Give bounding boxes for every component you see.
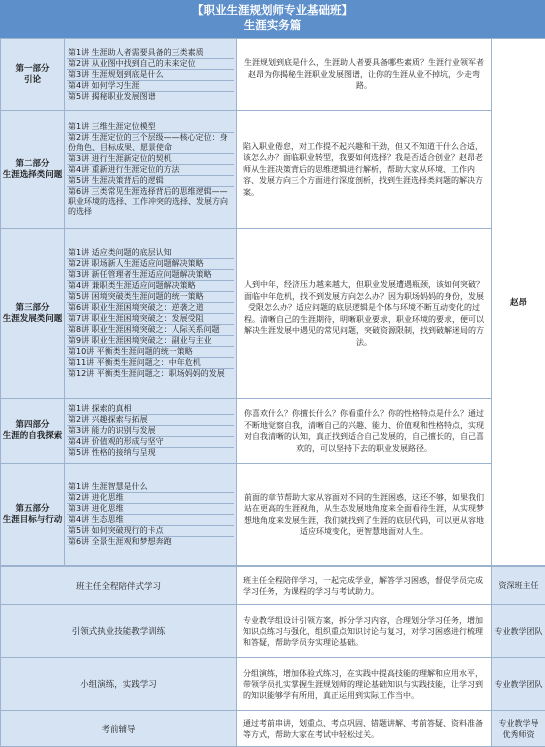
lesson-item: 第4讲 生态思维 <box>67 515 234 526</box>
part-number: 第四部分 <box>1 420 64 431</box>
part-development-row <box>1 229 545 399</box>
lesson-item: 第4讲 兼职类生涯适应问题解决策略 <box>67 281 234 292</box>
part-name: 生涯目标与行动 <box>1 515 64 526</box>
part-number: 第五部分 <box>1 504 64 515</box>
part-title <box>1 399 65 464</box>
lesson-item: 第1讲 三维生涯定位模型 <box>67 122 234 133</box>
service-description: 班主任全程陪伴学习，一起完成学业，解答学习困惑，督促学员完成学习任务，为课程的学习与考试助力。 <box>237 567 492 605</box>
part-choice-row <box>1 111 545 229</box>
service-exam-tutoring-row <box>1 711 545 747</box>
service-mode: 班主任全程陪伴式学习 <box>1 567 237 605</box>
course-title: 【职业生涯规划师专业基础班】 <box>0 3 545 18</box>
lesson-item: 第9讲 职业生涯困境突破之：副业与主业 <box>67 336 234 347</box>
lesson-item: 第2讲 从业图中找到自己的未来定位 <box>67 59 234 70</box>
service-homeroom-row <box>1 567 545 605</box>
lesson-item: 第2讲 兴趣探索与拓展 <box>67 415 234 426</box>
service-role: 专业教学团队 <box>492 658 545 711</box>
service-mode: 考前辅导 <box>1 711 237 747</box>
lesson-item: 第5讲 如何突破现行的卡点 <box>67 526 234 537</box>
course-subtitle: 生涯实务篇 <box>0 18 545 33</box>
part-number: 第三部分 <box>1 303 64 314</box>
lesson-item: 第5讲 揭秘职业发展图谱 <box>67 92 234 102</box>
part-title <box>1 464 65 566</box>
lesson-item: 第4讲 重新进行生涯定位的方法 <box>67 165 234 176</box>
service-role: 资深班主任 <box>492 567 545 605</box>
lesson-list <box>65 229 237 399</box>
lesson-list <box>65 464 237 566</box>
part-title <box>1 111 65 229</box>
lesson-item: 第1讲 生涯助人者需要具备的三类素质 <box>67 48 234 59</box>
part-number: 第一部分 <box>1 64 64 75</box>
lesson-item: 第1讲 生涯智慧是什么 <box>67 482 234 493</box>
part-title <box>1 229 65 399</box>
part-intro-row <box>1 39 545 111</box>
service-description: 分组演练，增加体验式练习，在实践中提高技能的理解和应用水平，带领学员扎实掌握生涯规划师的理论基础知识与实践技能，让学习到的知识能够学有所用，真正运用到实际工作当中。 <box>237 658 492 711</box>
part-description: 你喜欢什么？你擅长什么？你看重什么？你的性格特点是什么？通过不断地觉察自我，清晰自己的兴趣、能力、价值观和性格特点，实现对自我清晰的认知，真正找到适合自己发展的，自己擅长的，自己喜欢的，可以坚持下去的职业发展路径。 <box>237 399 492 464</box>
lesson-item: 第6讲 全景生涯观和梦想奔跑 <box>67 537 234 547</box>
lesson-item: 第2讲 进化思维 <box>67 493 234 504</box>
lesson-item: 第12讲 平衡类生涯问题之：职场妈妈的发展 <box>67 369 234 379</box>
part-description: 生涯规划到底是什么，生涯助人者要具备哪些素质？生涯行业领军者赵昂为你揭秘生涯职业发展图谱，让你的生涯从业不掉坑，少走弯路。 <box>237 39 492 111</box>
service-guided-training-row <box>1 605 545 658</box>
part-goals-action-row <box>1 464 545 566</box>
lesson-item: 第4讲 如何学习生涯 <box>67 81 234 92</box>
part-self-exploration-row <box>1 399 545 464</box>
lesson-item: 第6讲 三类常见生涯选择背后的思维逻辑——职业环境的选择、工作冲突的选择、发展方向的选择 <box>67 187 234 217</box>
lesson-item: 第2讲 职场新人生涯适应问题解决策略 <box>67 259 234 270</box>
service-description: 专业教学组设计引领方案，拆分学习内容，合理划分学习任务，增加知识点练习与强化，组织重点知识讨论与复习，对学习困惑进行梳理和答疑，帮助学员夯实理论基础。 <box>237 605 492 658</box>
lesson-item: 第1讲 探索的真相 <box>67 404 234 415</box>
part-description: 陷入职业倦怠，对工作提不起兴趣和干劲，但又不知道干什么合适，该怎么办？面临职业转型，我要如何选择？我是否适合创业？赵昂老师从生涯决策背后的思维逻辑进行解析，帮助大家从环境、工作内容、发展方向三个方面进行深度剖析，找到生涯选择类问题的解决方案。 <box>237 111 492 229</box>
part-name: 生涯的自我探索 <box>1 431 64 442</box>
lesson-item: 第11讲 平衡类生涯问题之：中年危机 <box>67 358 234 369</box>
service-role: 专业教学团队 <box>492 605 545 658</box>
lesson-item: 第3讲 新任管理者生涯适应问题解决策略 <box>67 270 234 281</box>
lesson-item: 第3讲 进行生涯新定位的契机 <box>67 154 234 165</box>
lesson-item: 第3讲 进化思维 <box>67 504 234 515</box>
curriculum-table <box>0 38 545 566</box>
lesson-list <box>65 111 237 229</box>
services-table <box>0 566 545 747</box>
service-description: 通过考前串讲，划重点、考点巩固、错题讲解、考前答疑、资料准备等方式，帮助大家在考试中轻松过关。 <box>237 711 492 747</box>
part-description: 前面的章节帮助大家从容面对不同的生涯困惑，这还不够，如果我们站在更高的生涯视角，从生态发展地角度来全面看待生涯，从实现梦想地角度来发展生涯，我们就找到了生涯的底层代码，可以更从容地适应环境变化，更智慧地面对人生。 <box>237 464 492 566</box>
part-name: 生涯发展类问题 <box>1 314 64 325</box>
lesson-item: 第2讲 生涯定位的三个层级——核心定位：身份角色、目标成果、愿景使命 <box>67 133 234 154</box>
lesson-item: 第6讲 职业生涯困境突破之：逆袭之道 <box>67 303 234 314</box>
service-role: 专业教学导 优秀师资 <box>492 711 545 747</box>
lesson-item: 第5讲 生涯决策背后的逻辑 <box>67 176 234 187</box>
lesson-item: 第3讲 能力的识别与发展 <box>67 426 234 437</box>
lesson-list <box>65 39 237 111</box>
part-title <box>1 39 65 111</box>
part-name: 生涯选择类问题 <box>1 170 64 181</box>
lesson-item: 第5讲 性格的接纳与呈现 <box>67 448 234 458</box>
lesson-item: 第10讲 平衡类生涯问题的统一策略 <box>67 347 234 358</box>
part-number: 第二部分 <box>1 159 64 170</box>
part-description: 人到中年，经济压力越来越大，但职业发展遭遇瓶颈，该如何突破？面临中年危机，找不到发展方向怎么办？因为职场妈妈的身份，发展受限怎么办？适应问题的底层逻辑是个体与环境不断互动变化的过程。清晰自己的生涯期待，明晰职业要求，职业环境的要求，便可以解决生涯发展中遇见的常见问题，突破资源限制，找到破解迷局的方法。 <box>237 229 492 399</box>
service-mode: 小组演练，实践学习 <box>1 658 237 711</box>
title-bar <box>0 0 545 38</box>
lesson-list <box>65 399 237 464</box>
lesson-item: 第4讲 价值观的形成与坚守 <box>67 437 234 448</box>
lesson-item: 第3讲 生涯规划到底是什么 <box>67 70 234 81</box>
lesson-item: 第5讲 困境突破类生涯问题的统一策略 <box>67 292 234 303</box>
part-name: 引论 <box>1 75 64 86</box>
lesson-item: 第7讲 职业生涯困境突破之：发展受阻 <box>67 314 234 325</box>
lesson-item: 第8讲 职业生涯困境突破之：人际关系问题 <box>67 325 234 336</box>
service-group-practice-row <box>1 658 545 711</box>
service-mode: 引领式执业技能教学训练 <box>1 605 237 658</box>
teacher-name: 赵昂 <box>492 39 545 566</box>
lesson-item: 第1讲 适应类问题的底层认知 <box>67 248 234 259</box>
